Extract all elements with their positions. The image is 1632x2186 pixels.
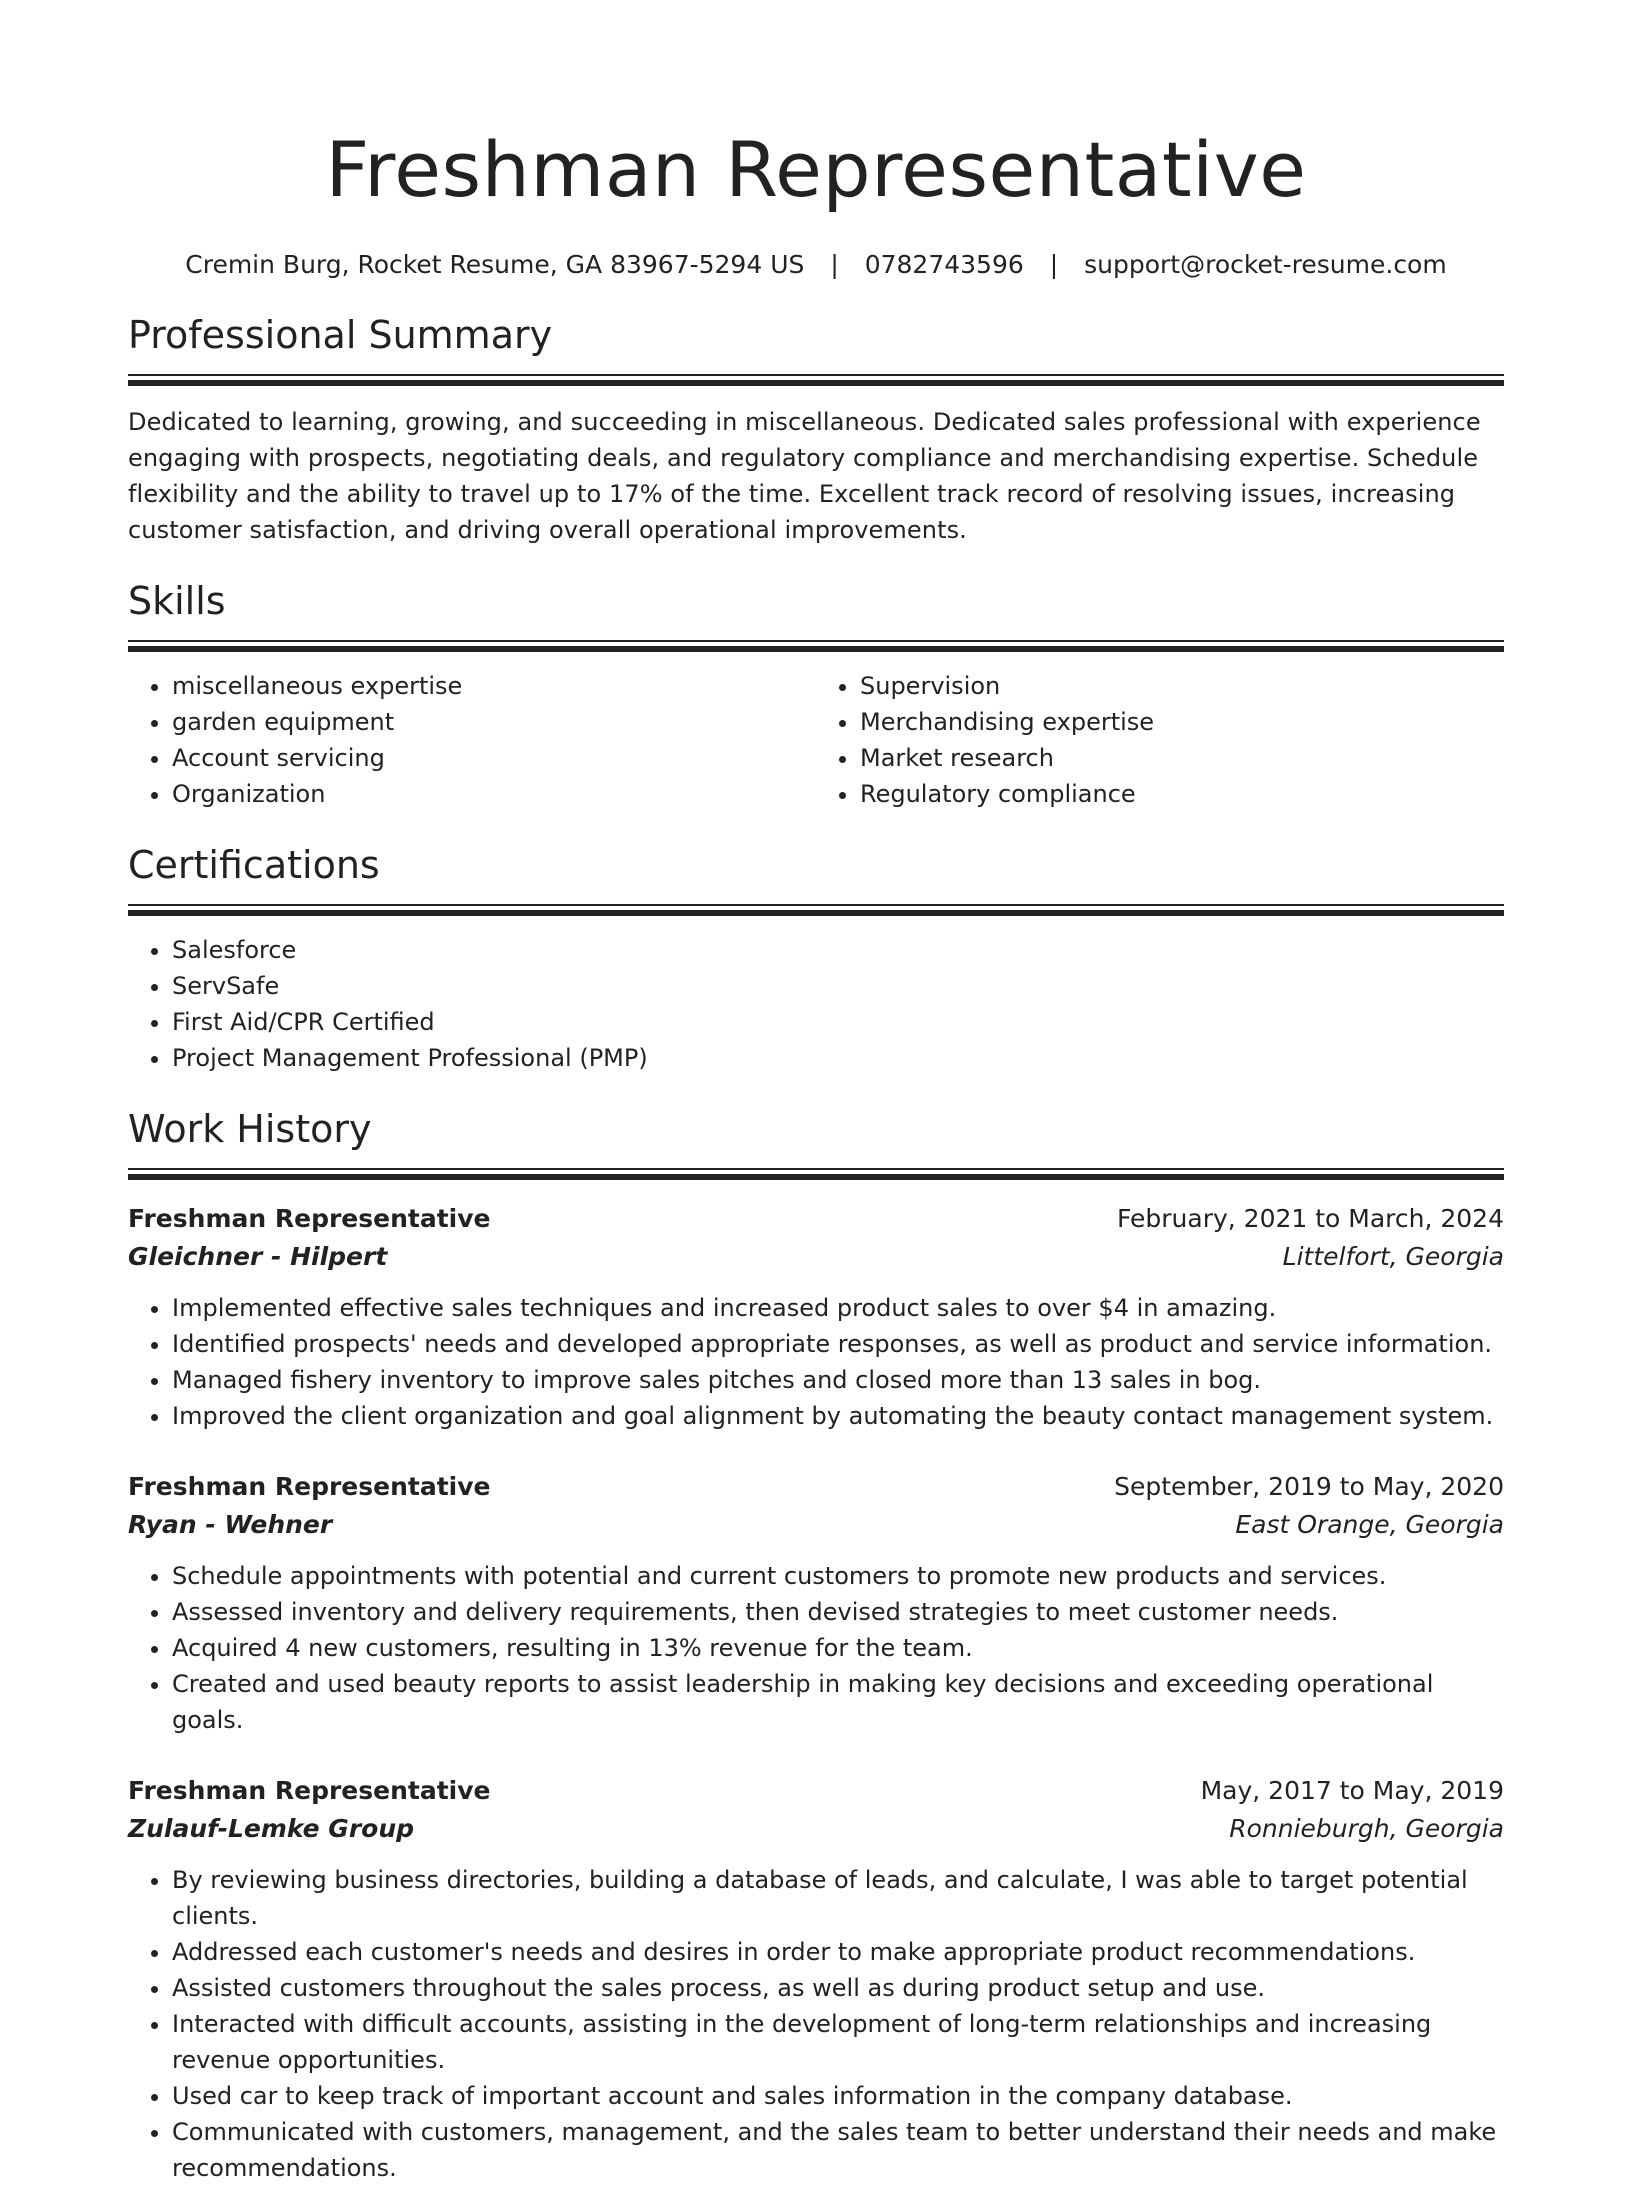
certification-item: • Project Management Professional (PMP) [172, 1040, 1504, 1076]
candidate-name: Freshman Representative [325, 125, 1307, 214]
contact-email: support@rocket-resume.com [1084, 250, 1447, 279]
job-bullet: • Interacted with difficult accounts, assisting in the development of long-term relationships and increasing revenue opportunities. [172, 2006, 1504, 2078]
skills-section [128, 576, 1504, 812]
contact-address: Cremin Burg, Rocket Resume, GA 83967-5294 US [185, 250, 805, 279]
contact-separator: | [830, 250, 839, 279]
skill-item: • Account servicing [172, 740, 816, 776]
job-bullet: • Used car to keep track of important account and sales information in the company database. [172, 2078, 1504, 2114]
job-bullet: • Managed fishery inventory to improve sales pitches and closed more than 13 sales in bog. [172, 1362, 1504, 1398]
certification-item: • ServSafe [172, 968, 1504, 1004]
job-bullet: • Implemented effective sales techniques and increased product sales to over $4 in amazing. [172, 1290, 1504, 1326]
job-entry [128, 1772, 1504, 2186]
skill-item: • garden equipment [172, 704, 816, 740]
job-header [128, 1468, 1504, 1506]
skill-item: • Supervision [860, 668, 1504, 704]
job-bullets [128, 1558, 1504, 1738]
job-subheader [128, 1506, 1504, 1544]
job-bullets [128, 1862, 1504, 2186]
job-title: Freshman Representative [128, 1204, 491, 1233]
contact-phone: 0782743596 [864, 250, 1024, 279]
job-title: Freshman Representative [128, 1472, 491, 1501]
section-title: Certifications [128, 843, 380, 887]
job-dates: September, 2019 to May, 2020 [1114, 1472, 1504, 1501]
summary-section [128, 310, 1504, 548]
job-bullet: • Created and used beauty reports to assist leadership in making key decisions and exceeding operational goals. [172, 1666, 1504, 1738]
section-divider [128, 904, 1504, 916]
job-location: East Orange, Georgia [1235, 1510, 1504, 1539]
section-title: Professional Summary [128, 313, 553, 357]
skills-columns [128, 668, 1504, 812]
skills-list-left [128, 668, 816, 812]
job-bullet: • Identified prospects' needs and developed appropriate responses, as well as product and service information. [172, 1326, 1504, 1362]
skills-list-right [816, 668, 1504, 812]
job-bullet: • Acquired 4 new customers, resulting in 13% revenue for the team. [172, 1630, 1504, 1666]
job-title: Freshman Representative [128, 1776, 491, 1805]
job-entry [128, 1468, 1504, 1738]
contact-line [128, 248, 1504, 282]
skill-item: • Regulatory compliance [860, 776, 1504, 812]
summary-text: Dedicated to learning, growing, and succeeding in miscellaneous. Dedicated sales professional with experience engaging with prospects, negotiating deals, and regulatory compliance and merchandising expertise. Schedule flexibility and the ability to travel up to 17% of the time. Excellent track record of resolving issues, increasing customer satisfaction, and driving overall operational improvements. [128, 408, 1481, 544]
skill-item: • miscellaneous expertise [172, 668, 816, 704]
job-dates: May, 2017 to May, 2019 [1200, 1776, 1504, 1805]
certifications-list [128, 932, 1504, 1076]
skill-item: • Market research [860, 740, 1504, 776]
skill-item: • Merchandising expertise [860, 704, 1504, 740]
job-header [128, 1200, 1504, 1238]
job-entry [128, 1200, 1504, 1434]
job-company: Gleichner - Hilpert [128, 1242, 388, 1271]
section-divider [128, 1168, 1504, 1180]
work-history-section [128, 1104, 1504, 2186]
job-location: Littelfort, Georgia [1282, 1242, 1504, 1271]
job-bullet: • Schedule appointments with potential and current customers to promote new products and services. [172, 1558, 1504, 1594]
job-bullet: • Assessed inventory and delivery requirements, then devised strategies to meet customer needs. [172, 1594, 1504, 1630]
section-title: Skills [128, 579, 226, 623]
job-company: Zulauf-Lemke Group [128, 1814, 415, 1843]
job-company: Ryan - Wehner [128, 1510, 333, 1539]
certifications-section [128, 840, 1504, 1076]
contact-separator: | [1049, 250, 1059, 279]
job-bullet: • Communicated with customers, management, and the sales team to better understand their needs and make recommendations. [172, 2114, 1504, 2186]
section-title: Work History [128, 1107, 372, 1151]
job-subheader [128, 1810, 1504, 1848]
skill-item: • Organization [172, 776, 816, 812]
job-subheader [128, 1238, 1504, 1276]
section-divider [128, 640, 1504, 652]
job-dates: February, 2021 to March, 2024 [1116, 1204, 1504, 1233]
job-bullet: • Improved the client organization and goal alignment by automating the beauty contact management system. [172, 1398, 1504, 1434]
job-location: Ronnieburgh, Georgia [1229, 1814, 1504, 1843]
certification-item: • First Aid/CPR Certified [172, 1004, 1504, 1040]
certification-item: • Salesforce [172, 932, 1504, 968]
job-bullets [128, 1290, 1504, 1434]
section-divider [128, 374, 1504, 386]
job-header [128, 1772, 1504, 1810]
job-bullet: • Assisted customers throughout the sales process, as well as during product setup and use. [172, 1970, 1504, 2006]
job-bullet: • Addressed each customer's needs and desires in order to make appropriate product recommendations. [172, 1934, 1504, 1970]
job-bullet: • By reviewing business directories, building a database of leads, and calculate, I was able to target potential clients. [172, 1862, 1504, 1934]
